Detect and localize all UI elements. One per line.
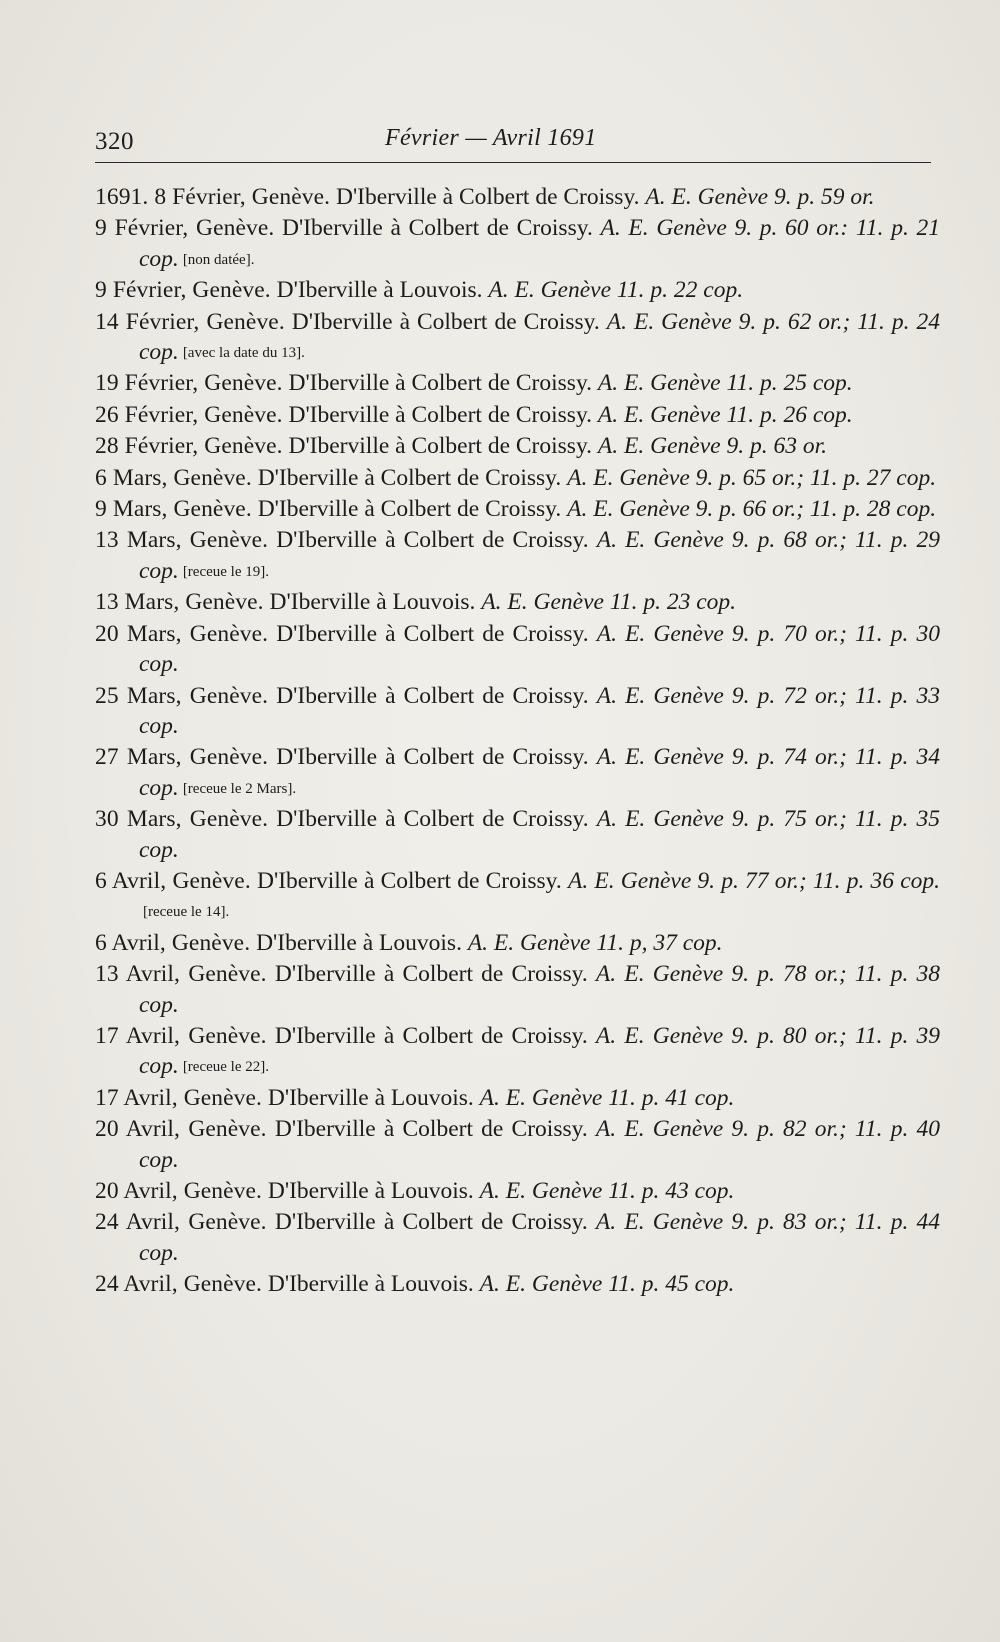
entry-reference: A. E. Genève 9. p. 80 or.; 11. p. 39 cop. bbox=[139, 1022, 941, 1080]
entry-reference: A. E. Genève 9. p. 78 or.; 11. p. 38 cop. bbox=[139, 961, 941, 1018]
entry-reference: A. E. Genève 9. p. 72 or.; 11. p. 33 cop. bbox=[139, 682, 940, 739]
entry-text: D'Iberville à Colbert de Croissy. bbox=[274, 1116, 588, 1143]
page-header bbox=[95, 122, 931, 162]
running-head: Février — Avril 1691 bbox=[385, 125, 597, 151]
list-item bbox=[95, 866, 940, 928]
entry-note: [receue le 19]. bbox=[182, 563, 270, 580]
entry-reference: A. E. Genève 9. p. 65 or.; 11. p. 27 cop. bbox=[567, 464, 937, 491]
entry-date: 20 Avril, Genève. bbox=[95, 1116, 267, 1143]
list-item bbox=[95, 681, 940, 743]
entry-text: D'Iberville à Louvois. bbox=[267, 1271, 474, 1298]
entry-date: 13 Mars, Genève. bbox=[95, 589, 264, 616]
list-item bbox=[95, 494, 940, 525]
entry-date: 9 Février, Genève. bbox=[95, 215, 275, 242]
entry-date: 9 Mars, Genève. bbox=[95, 496, 252, 523]
entry-text: D'Iberville à Colbert de Croissy. bbox=[276, 744, 589, 771]
list-item bbox=[95, 959, 940, 1021]
entry-text: D'Iberville à Colbert de Croissy. bbox=[274, 1209, 588, 1236]
entry-reference: A. E. Genève 11. p. 45 cop. bbox=[479, 1271, 735, 1298]
entry-text: D'Iberville à Colbert de Croissy. bbox=[291, 308, 600, 335]
entry-text: D'Iberville à Colbert de Croissy. bbox=[257, 496, 562, 523]
entry-reference: A. E. Genève 9. p. 74 or.; 11. p. 34 cop. bbox=[139, 744, 940, 801]
entry-text: D'Iberville à Colbert de Croissy. bbox=[288, 401, 593, 428]
entry-reference: A. E. Genève 9. p. 66 or.; 11. p. 28 cop. bbox=[567, 496, 937, 523]
entry-text: D'Iberville à Louvois. bbox=[256, 929, 462, 956]
entry-reference: A. E. Genève 11. p. 23 cop. bbox=[481, 589, 737, 616]
list-item bbox=[95, 1207, 940, 1269]
entry-reference: A. E. Genève 11. p. 41 cop. bbox=[479, 1084, 735, 1111]
list-item bbox=[95, 368, 940, 399]
list-item bbox=[95, 400, 940, 431]
entry-reference: A. E. Genève 9. p. 68 or.; 11. p. 29 cop. bbox=[139, 527, 940, 584]
entry-reference: A. E. Genève 9. p. 59 or. bbox=[645, 184, 875, 210]
entry-note: [receue le 22]. bbox=[182, 1059, 270, 1076]
entry-reference: A. E. Genève 9. p. 70 or.; 11. p. 30 cop. bbox=[139, 620, 940, 678]
entry-date: 26 Février, Genève. bbox=[95, 401, 283, 428]
entry-text: D'Iberville à Colbert de Croissy. bbox=[335, 184, 640, 210]
entry-date: 17 Avril, Genève. bbox=[95, 1022, 267, 1049]
entry-text: D'Iberville à Louvois. bbox=[267, 1084, 474, 1111]
entry-reference: A. E. Genève 9. p. 82 or.; 11. p. 40 cop. bbox=[139, 1116, 941, 1173]
entry-reference: A. E. Genève 9. p. 83 or.; 11. p. 44 cop. bbox=[139, 1209, 941, 1266]
entry-text: D'Iberville à Colbert de Croissy. bbox=[276, 806, 589, 833]
entry-date: 20 Avril, Genève. bbox=[95, 1178, 263, 1204]
entry-date: 27 Mars, Genève. bbox=[95, 744, 269, 771]
entry-text: D'Iberville à Louvois. bbox=[276, 277, 483, 304]
list-item bbox=[95, 1269, 940, 1300]
list-item bbox=[95, 804, 940, 866]
entry-date: 25 Mars, Genève. bbox=[95, 682, 269, 709]
entry-date: 30 Mars, Genève. bbox=[95, 806, 269, 833]
header-rule bbox=[95, 162, 931, 163]
list-item bbox=[95, 1083, 940, 1114]
entry-date: 24 Avril, Genève. bbox=[95, 1209, 267, 1236]
entry-date: 24 Avril, Genève. bbox=[95, 1271, 263, 1298]
entry-date: 6 Avril, Genève. bbox=[95, 929, 251, 956]
entry-reference: A. E. Genève 9. p. 60 or.: 11. p. 21 cop. bbox=[139, 215, 941, 272]
entry-reference: A. E. Genève 11. p. 25 cop. bbox=[597, 370, 853, 397]
list-item bbox=[95, 275, 940, 306]
entry-date: 14 Février, Genève. bbox=[95, 308, 285, 335]
list-item bbox=[95, 182, 940, 213]
entry-text: D'Iberville à Colbert de Croissy. bbox=[256, 867, 562, 894]
entry-reference: A. E. Genève 9. p. 75 or.; 11. p. 35 cop. bbox=[139, 806, 940, 863]
list-item bbox=[95, 213, 940, 275]
entry-text: D'Iberville à Colbert de Croissy. bbox=[274, 961, 588, 988]
entry-text: D'Iberville à Colbert de Croissy. bbox=[276, 527, 589, 554]
list-item bbox=[95, 619, 940, 681]
entry-text: D'Iberville à Colbert de Croissy. bbox=[276, 682, 589, 709]
entry-text: D'Iberville à Colbert de Croissy. bbox=[288, 370, 593, 397]
entry-date: 13 Avril, Genève. bbox=[95, 961, 267, 988]
entry-text: D'Iberville à Colbert de Croissy. bbox=[257, 464, 562, 491]
list-item bbox=[95, 928, 940, 959]
entry-note: [receue le 14]. bbox=[143, 904, 230, 921]
list-item bbox=[95, 1176, 940, 1207]
entry-date: 9 Février, Genève. bbox=[95, 277, 271, 304]
entry-note: [receue le 2 Mars]. bbox=[182, 780, 297, 797]
entry-date: 6 Mars, Genève. bbox=[95, 464, 252, 491]
entry-text: D'Iberville à Colbert de Croissy. bbox=[276, 620, 589, 647]
entry-reference: A. E. Genève 11. p. 22 cop. bbox=[488, 277, 744, 304]
list-item bbox=[95, 1021, 940, 1083]
entry-note: [non datée]. bbox=[182, 251, 255, 268]
entry-date: 20 Mars, Genève. bbox=[95, 620, 269, 647]
entry-text: D'Iberville à Louvois. bbox=[269, 589, 476, 616]
list-item bbox=[95, 307, 940, 369]
list-item bbox=[95, 587, 940, 618]
entry-note: [avec la date du 13]. bbox=[182, 345, 305, 362]
entry-date: 6 Avril, Genève. bbox=[95, 867, 251, 894]
list-item bbox=[95, 463, 940, 494]
entry-date: 13 Mars, Genève. bbox=[95, 527, 269, 554]
entry-reference: A. E. Genève 9. p. 63 or. bbox=[597, 433, 827, 460]
entry-reference: A. E. Genève 11. p. 43 cop. bbox=[479, 1178, 735, 1204]
entry-text: D'Iberville à Louvois. bbox=[267, 1178, 474, 1204]
entry-date: 17 Avril, Genève. bbox=[95, 1084, 263, 1111]
entry-reference: A. E. Genève 11. p. 26 cop. bbox=[597, 401, 853, 428]
list-item bbox=[95, 742, 940, 804]
list-item bbox=[95, 431, 940, 462]
entry-date: 1691. 8 Février, Genève. bbox=[95, 184, 331, 210]
entry-text: D'Iberville à Colbert de Croissy. bbox=[282, 215, 593, 242]
entry-reference: A. E. Genève 9. p. 77 or.; 11. p. 36 cop. bbox=[567, 867, 941, 894]
list-item bbox=[95, 1114, 940, 1176]
page-number: 320 bbox=[95, 128, 134, 155]
entry-text: D'Iberville à Colbert de Croissy. bbox=[274, 1022, 588, 1049]
entry-date: 19 Février, Genève. bbox=[95, 370, 283, 397]
entry-reference: A. E. Genève 11. p, 37 cop. bbox=[467, 929, 723, 956]
entry-date: 28 Février, Genève. bbox=[95, 433, 283, 460]
entry-text: D'Iberville à Colbert de Croissy. bbox=[288, 433, 593, 460]
entry-list bbox=[95, 182, 940, 1301]
list-item bbox=[95, 525, 940, 587]
entry-reference: A. E. Genève 9. p. 62 or.; 11. p. 24 cop. bbox=[139, 308, 940, 366]
